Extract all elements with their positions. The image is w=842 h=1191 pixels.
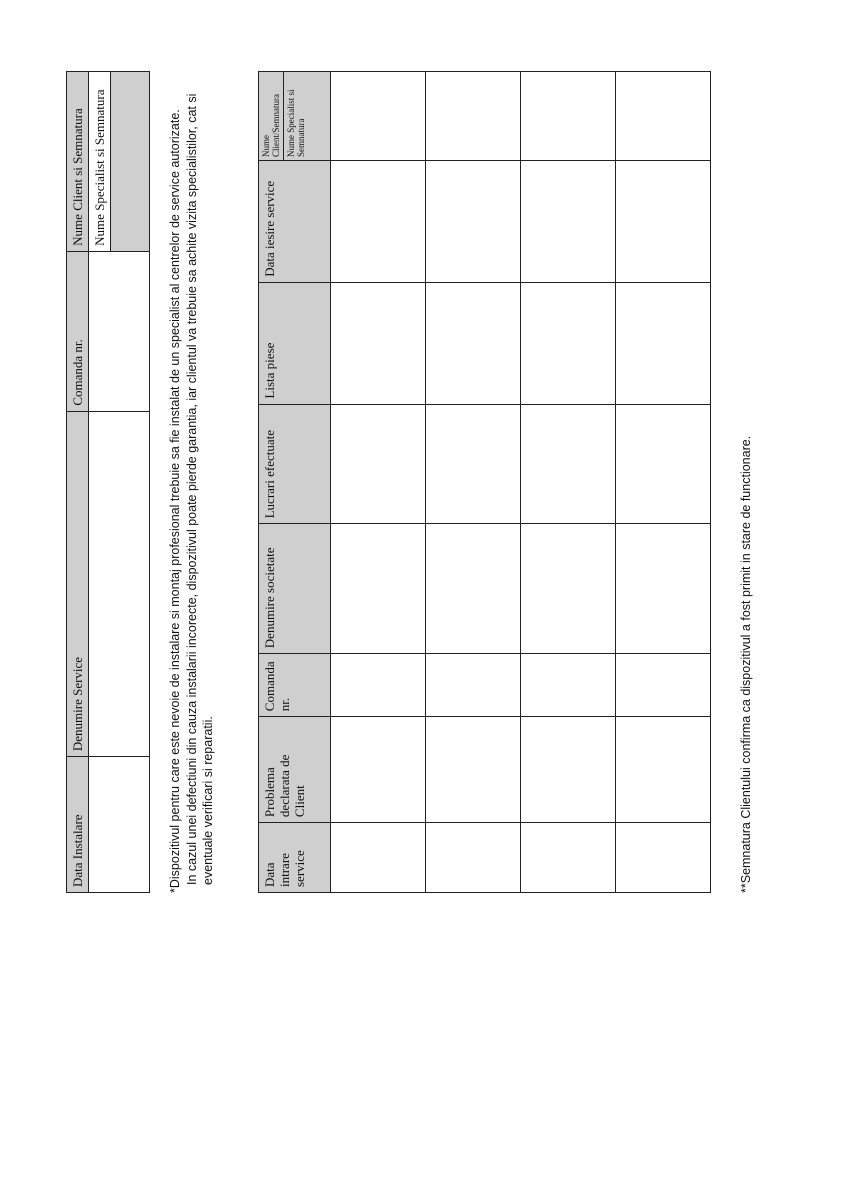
note-line-1: *Dispozitivul pentru care este nevoie de instalare si montaj profesional trebuie sa fie instalat de un specialist al centrelor de service autorizate. bbox=[168, 109, 182, 893]
table-cell[interactable] bbox=[331, 717, 426, 823]
table-cell[interactable] bbox=[331, 823, 426, 893]
table-cell[interactable] bbox=[616, 72, 711, 161]
table-cell[interactable] bbox=[521, 282, 616, 404]
header-lucrari-efectuate: Lucrari efectuate bbox=[259, 404, 331, 524]
header-nume-client-semnatura: Nume Client/Semnatura bbox=[259, 72, 284, 160]
installation-table bbox=[66, 71, 150, 893]
header-nume-client: Nume Client si Semnatura bbox=[67, 72, 89, 252]
table-cell[interactable] bbox=[521, 823, 616, 893]
table-cell[interactable] bbox=[616, 524, 711, 654]
header-lista-piese: Lista piese bbox=[259, 282, 331, 404]
cell-signature[interactable] bbox=[111, 72, 150, 252]
table-cell[interactable] bbox=[521, 404, 616, 524]
table-cell[interactable] bbox=[426, 282, 521, 404]
table-cell[interactable] bbox=[521, 654, 616, 717]
header-semnaturi bbox=[259, 72, 331, 161]
table-row bbox=[616, 72, 711, 893]
table-cell[interactable] bbox=[331, 282, 426, 404]
header-comanda: Comanda nr. bbox=[259, 654, 331, 717]
table-row bbox=[426, 72, 521, 893]
header-denumire-societate: Denumire societate bbox=[259, 524, 331, 654]
table-cell[interactable] bbox=[616, 161, 711, 283]
table-cell[interactable] bbox=[521, 717, 616, 823]
header-data-iesire: Data iesire service bbox=[259, 161, 331, 283]
note-line-2: In cazul unei defectiuni din cauza instalarii incorecte, dispozitivul poate pierde garantia, iar clientul va trebuie sa achite vizita specialistilor, cat si bbox=[185, 93, 199, 885]
header-nume-specialist: Nume Specialist si Semnatura bbox=[89, 72, 111, 252]
table-cell[interactable] bbox=[426, 717, 521, 823]
table-cell[interactable] bbox=[616, 654, 711, 717]
cell-data-instalare[interactable] bbox=[89, 757, 150, 893]
header-data-intrare: Data intrare service bbox=[259, 823, 331, 893]
cell-denumire-service[interactable] bbox=[89, 411, 150, 757]
table-cell[interactable] bbox=[616, 823, 711, 893]
table-cell[interactable] bbox=[616, 282, 711, 404]
table-cell[interactable] bbox=[521, 524, 616, 654]
table-cell[interactable] bbox=[331, 161, 426, 283]
table-row bbox=[521, 72, 616, 893]
table-cell[interactable] bbox=[521, 161, 616, 283]
table-row bbox=[331, 72, 426, 893]
table-cell[interactable] bbox=[616, 717, 711, 823]
table-cell[interactable] bbox=[331, 524, 426, 654]
table-cell[interactable] bbox=[331, 654, 426, 717]
table-cell[interactable] bbox=[521, 72, 616, 161]
table-cell[interactable] bbox=[426, 524, 521, 654]
table-cell[interactable] bbox=[426, 72, 521, 161]
header-comanda-nr: Comanda nr. bbox=[67, 251, 89, 411]
table-cell[interactable] bbox=[331, 404, 426, 524]
header-denumire-service: Denumire Service bbox=[67, 411, 89, 757]
header-problema-declarata: Problema declarata de Client bbox=[259, 717, 331, 823]
note-line-3: eventuale verificari si reparatii. bbox=[201, 716, 215, 885]
table-cell[interactable] bbox=[331, 72, 426, 161]
service-log-table bbox=[258, 71, 711, 893]
footnote: **Semnatura Clientului confirma ca dispozitivul a fost primit in stare de functionare. bbox=[739, 435, 753, 893]
cell-comanda-nr[interactable] bbox=[89, 251, 150, 411]
table-cell[interactable] bbox=[426, 161, 521, 283]
table-cell[interactable] bbox=[616, 404, 711, 524]
table-cell[interactable] bbox=[426, 654, 521, 717]
table-cell[interactable] bbox=[426, 404, 521, 524]
table-cell[interactable] bbox=[426, 823, 521, 893]
header-nume-specialist-semnatura: Nume Specialist si Semnatura bbox=[286, 89, 306, 157]
header-data-instalare: Data Instalare bbox=[67, 757, 89, 893]
